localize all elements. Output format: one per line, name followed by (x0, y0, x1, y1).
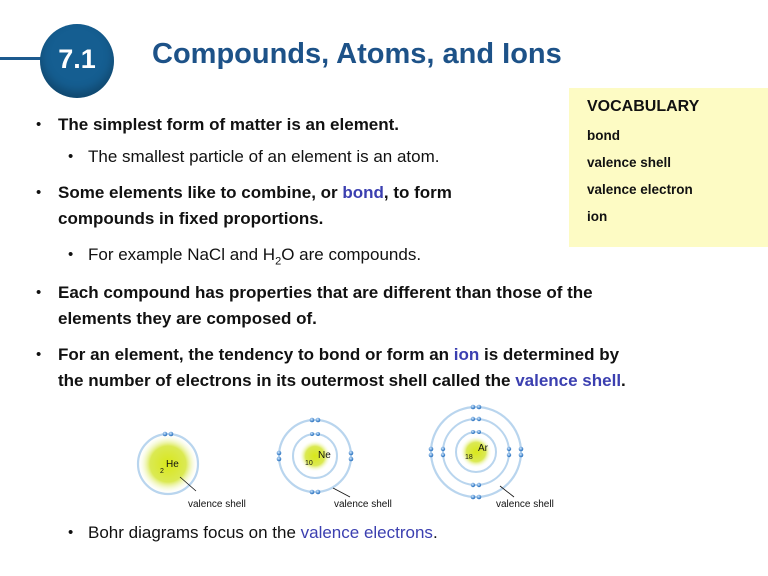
electron (477, 430, 481, 434)
electron (310, 490, 315, 495)
electron (441, 447, 445, 451)
sub-bullet-text: Bohr diagrams focus on the valence electrons. (88, 523, 438, 542)
electron (519, 453, 524, 458)
element-symbol: Ar (478, 443, 488, 454)
electron (316, 418, 321, 423)
electron (349, 451, 354, 456)
electron (429, 453, 434, 458)
vocab-term: ion (587, 209, 608, 224)
electron (277, 451, 282, 456)
atomic-number: 10 (305, 460, 313, 467)
electron (477, 483, 481, 487)
bullet-text: Each compound has properties that are different than those of the (58, 283, 593, 302)
page-title: Compounds, Atoms, and Ions (152, 38, 562, 70)
sub-bullet-text: The smallest particle of an element is an atom. (88, 147, 440, 166)
electron (507, 453, 511, 457)
electron (169, 432, 174, 437)
electron (477, 405, 482, 410)
electron (316, 490, 321, 495)
bullet-text-continued: elements they are composed of. (58, 309, 317, 328)
bullet-text-continued: compounds in fixed proportions. (58, 209, 324, 228)
electron (277, 457, 282, 462)
electron (507, 447, 511, 451)
keyword-valence-electrons: valence electrons (300, 523, 433, 542)
bullet-text: The simplest form of matter is an element. (58, 115, 400, 134)
diagram-caption: valence shell (496, 499, 554, 510)
keyword-valence-shell: valence shell (515, 371, 622, 390)
electron (471, 483, 475, 487)
element-symbol: Ne (318, 450, 331, 461)
electron (471, 430, 475, 434)
keyword-ion: ion (453, 345, 480, 364)
vocab-term: valence shell (587, 155, 672, 170)
bullet-text: Some elements like to combine, or bond, to form (58, 183, 452, 202)
neon-diagram (277, 418, 392, 510)
helium-diagram (138, 432, 246, 510)
vocab-term: valence electron (587, 182, 693, 197)
electron (349, 457, 354, 462)
bullet-dot: • (36, 184, 42, 201)
bullet-dot: • (68, 148, 74, 165)
electron (163, 432, 168, 437)
bullet-text: For an element, the tendency to bond or form an ion is determined by (58, 345, 620, 364)
bullet-dot: • (36, 346, 42, 363)
electron (429, 447, 434, 452)
caption-leader (333, 488, 350, 497)
section-number: 7.1 (58, 44, 96, 74)
electron (477, 495, 482, 500)
electron (310, 432, 314, 436)
bullet-dot: • (36, 116, 42, 133)
diagram-caption: valence shell (334, 499, 392, 510)
electron (519, 447, 524, 452)
electron (310, 418, 315, 423)
keyword-bond: bond (342, 183, 384, 202)
electron (441, 453, 445, 457)
diagram-caption: valence shell (188, 499, 246, 510)
vocab-term: bond (587, 128, 620, 143)
bullet-dot: • (68, 246, 74, 263)
electron (471, 495, 476, 500)
argon-diagram (429, 405, 554, 510)
element-symbol: He (166, 459, 179, 470)
bullet-dot: • (36, 284, 42, 301)
electron (316, 432, 320, 436)
vocabulary-heading: VOCABULARY (587, 98, 700, 115)
electron (477, 417, 481, 421)
electron (471, 405, 476, 410)
bullet-text-continued: the number of electrons in its outermost shell called the valence shell. (58, 371, 626, 390)
bullet-dot: • (68, 524, 74, 541)
caption-leader (500, 486, 514, 497)
atomic-number: 2 (160, 468, 164, 475)
electron (471, 417, 475, 421)
atomic-number: 18 (465, 454, 473, 461)
sub-bullet-text: For example NaCl and $H_2O$ are compounds. (88, 245, 422, 268)
